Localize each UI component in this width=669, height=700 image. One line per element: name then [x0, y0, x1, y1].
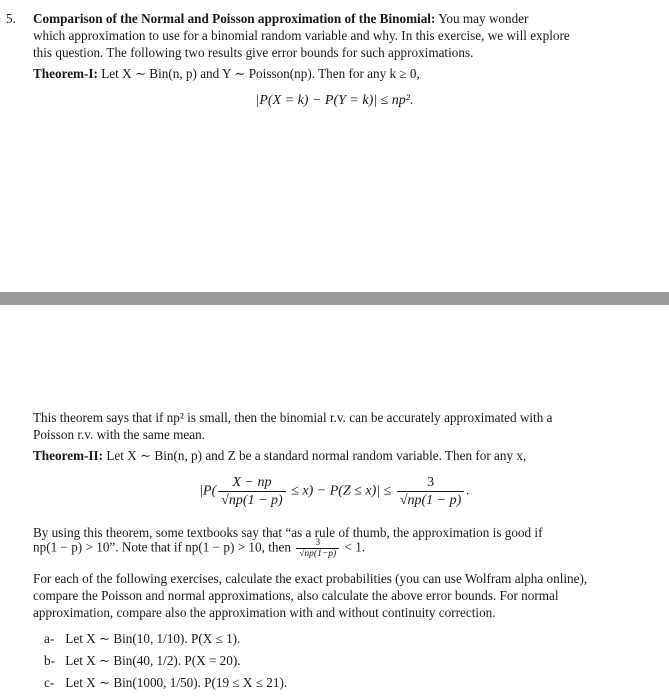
theorem1-statement: [33, 65, 659, 82]
exercise-a: [44, 630, 240, 647]
theorem2-text: Let X ∼ Bin(n, p) and Z be a standard normal random variable. Then for any x,: [106, 448, 527, 463]
problem-intro-text-1: You may wonder: [438, 11, 529, 26]
problem-intro-line-3: this question. The following two results give error bounds for such approximations.: [33, 45, 474, 60]
thumb-text-a: np(1 − p) > 10”. Note that if np(1 − p) > 10, then: [33, 539, 291, 555]
problem-number: 5.: [6, 11, 16, 26]
theorem2-formula-end: .: [466, 483, 470, 499]
thumb-line-1: By using this theorem, some textbooks say that “as a rule of thumb, the approximation is good if: [33, 525, 543, 540]
thumb-fraction: [296, 538, 339, 559]
exercise-c-text: Let X ∼ Bin(1000, 1/50). P(19 ≤ X ≤ 21).: [65, 675, 288, 690]
theorem2-fraction-1-numerator: X − np: [218, 474, 285, 492]
exercise-c: [44, 674, 287, 691]
thumb-text-b: < 1.: [344, 539, 366, 555]
exercise-b-text: Let X ∼ Bin(40, 1/2). P(X = 20).: [65, 653, 241, 668]
theorem1-label: Theorem-I:: [33, 66, 98, 81]
theorem1-text: Let X ∼ Bin(n, p) and Y ∼ Poisson(np). Then for any k ≥ 0,: [101, 66, 420, 81]
theorem2-formula-middle: ≤ x) − P(Z ≤ x)| ≤: [291, 483, 392, 499]
theorem1-remark-line-1: This theorem says that if np² is small, then the binomial r.v. can be accurately approximated with a: [33, 410, 553, 425]
thumb-fraction-numerator: 3: [296, 538, 339, 549]
theorem2-fraction-1: [218, 474, 285, 509]
exercise-a-text: Let X ∼ Bin(10, 1/10). P(X ≤ 1).: [65, 631, 241, 646]
theorem2-fraction-1-denominator: √np(1 − p): [221, 493, 283, 508]
theorem2-formula-open: |P(: [199, 483, 217, 499]
theorem1-remark-line-2: Poisson r.v. with the same mean.: [33, 427, 206, 442]
instructions-line-1: For each of the following exercises, calculate the exact probabilities (you can use Wolfram alpha online),: [33, 571, 588, 586]
theorem2-fraction-2-denominator: √np(1 − p): [399, 493, 462, 508]
problem-intro-line-1: [33, 10, 659, 27]
instructions-line-3: approximation, compare also the approximation with and without continuity correction.: [33, 605, 496, 620]
thumb-fraction-denominator: √np(1−p): [299, 549, 337, 559]
exercise-b-label: b-: [44, 653, 55, 668]
theorem2-label: Theorem-II:: [33, 448, 104, 463]
theorem2-fraction-2: [397, 474, 464, 509]
page-divider: [0, 292, 669, 305]
theorem1-formula: |P(X = k) − P(Y = k)| ≤ np².: [255, 93, 414, 108]
exercise-b: [44, 652, 241, 669]
exercise-a-label: a-: [44, 631, 55, 646]
exercise-c-label: c-: [44, 675, 55, 690]
theorem2-formula: [0, 474, 669, 509]
theorem2-statement: [33, 447, 659, 464]
instructions-line-2: compare the Poisson and normal approximations, also calculate the above error bounds. For normal: [33, 588, 559, 603]
theorem2-fraction-2-numerator: 3: [397, 474, 464, 492]
problem-intro-line-2: which approximation to use for a binomial random variable and why. In this exercise, we will explore: [33, 28, 570, 43]
problem-heading: Comparison of the Normal and Poisson approximation of the Binomial:: [33, 11, 436, 26]
thumb-line-2: [33, 538, 659, 559]
